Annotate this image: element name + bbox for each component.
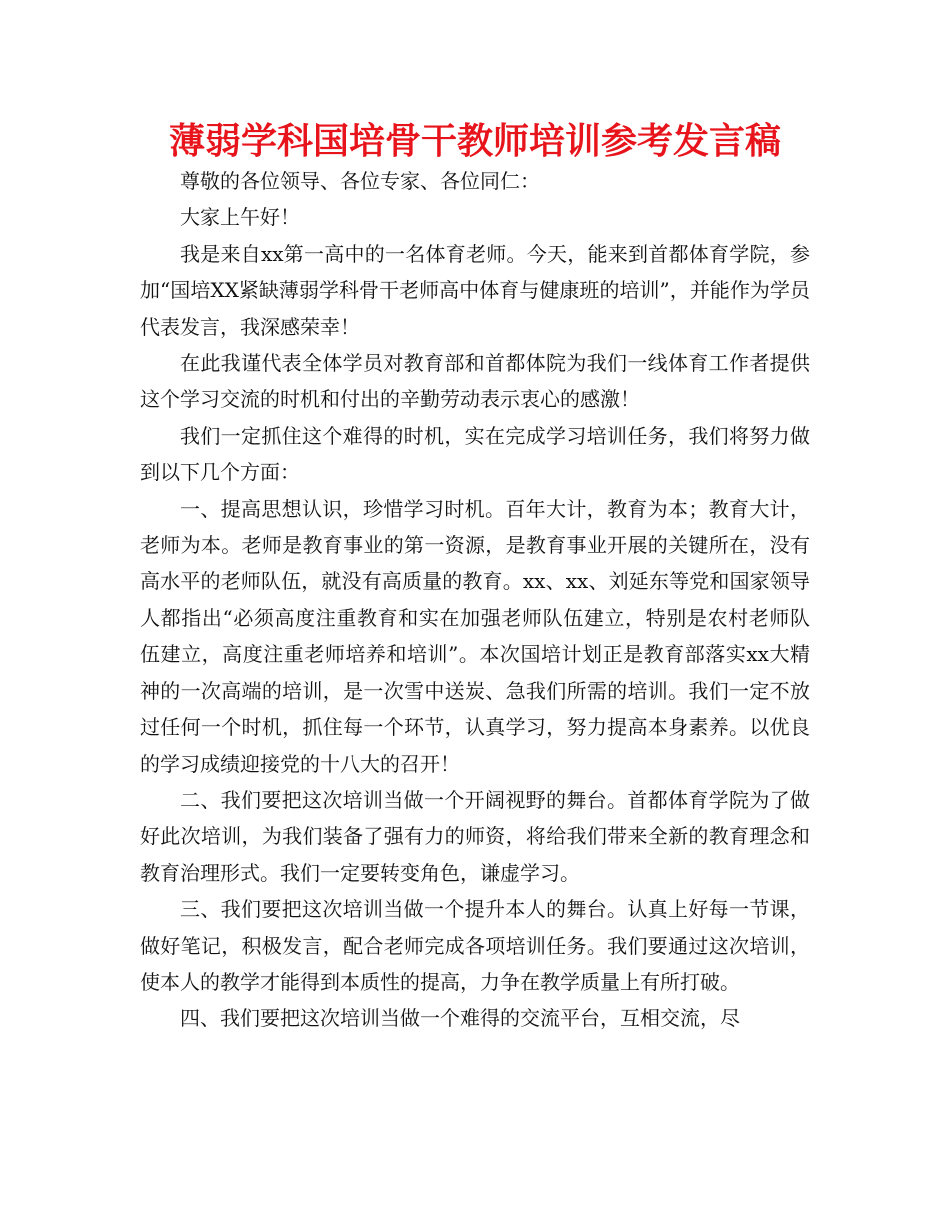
paragraph-point-four: 四、我们要把这次培训当做一个难得的交流平台，互相交流，尽 [180, 1006, 740, 1031]
paragraph-commitment: 我们一定抓住这个难得的时机，实在完成学习培训任务，我们将努力做到以下几个方面： [140, 423, 810, 485]
paragraph-point-two: 二、我们要把这次培训当做一个开阔视野的舞台。首都体育学院为了做好此次培训，为我们装备了强有力的师资，将给我们带来全新的教育理念和教育治理形式。我们一定要转变角色，谦虚学习。 [140, 787, 810, 885]
paragraph-point-three: 三、我们要把这次培训当做一个提升本人的舞台。认真上好每一节课，做好笔记，积极发言，配合老师完成各项培训任务。我们要通过这次培训，使本人的教学才能得到本质性的提高，力争在教学质量上有所打破。 [140, 897, 810, 994]
document-body [140, 163, 810, 1037]
paragraph-salutation: 大家上午好！ [180, 205, 300, 230]
paragraph-greeting: 尊敬的各位领导、各位专家、各位同仁： [180, 169, 540, 193]
paragraph-gratitude: 在此我谨代表全体学员对教育部和首都体院为我们一线体育工作者提供这个学习交流的时机和付出的辛勤劳动表示衷心的感激！ [140, 351, 810, 412]
paragraph-point-one: 一、提高思想认识，珍惜学习时机。百年大计，教育为本；教育大计，老师为本。老师是教育事业的第一资源，是教育事业开展的关键所在，没有高水平的老师队伍，就没有高质量的教育。xx、xx、刘延东等党和国家领导人都指出“必须高度注重教育和实在加强老师队伍建立，特别是农村老师队伍建立，高度注重老师培养和培训”。本次国培计划正是教育部落实xx大精神的一次高端的培训，是一次雪中送炭、急我们所需的培训。我们一定不放过任何一个时机，抓住每一个环节，认真学习，努力提高本身素养。以优良的学习成绩迎接党的十八大的召开！ [140, 496, 810, 776]
paragraph-introduction: 我是来自xx第一高中的一名体育老师。今天，能来到首都体育学院，参加“国培XX紧缺薄弱学科骨干老师高中体育与健康班的培训”，并能作为学员代表发言，我深感荣幸！ [140, 241, 810, 339]
document-title: 薄弱学科国培骨干教师培训参考发言稿 [168, 121, 781, 162]
